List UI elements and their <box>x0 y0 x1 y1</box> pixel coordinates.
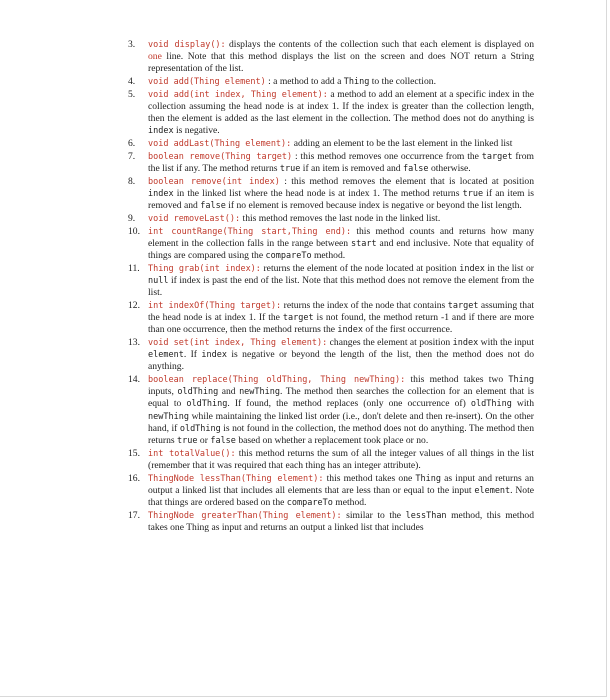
description-text: is negative. <box>173 125 220 137</box>
item-number: 10. <box>128 225 140 237</box>
description-text: adding an element to be the last element in the linked list <box>291 138 513 150</box>
item-number: 7. <box>128 150 136 162</box>
method-signature: ThingNode lessThan(Thing element): <box>148 473 324 484</box>
list-item <box>128 510 534 534</box>
list-item <box>128 473 534 510</box>
description-text: of the first occurrence. <box>363 324 453 336</box>
method-list <box>128 39 534 535</box>
description-text: . If <box>183 349 202 361</box>
description-text: in the linked list where the head node is at index 1. The method returns <box>173 187 463 199</box>
description-text: with <box>511 398 534 410</box>
description-text: changes the element at position <box>327 336 453 348</box>
inline-code: true <box>462 188 484 199</box>
description-text: : this method removes one occurrence from the <box>292 150 482 162</box>
description-text: to the collection. <box>369 76 436 88</box>
description-text: if index is past the end of the list. Note that this method does not remove the element from the list. <box>148 274 534 299</box>
method-signature: boolean replace(Thing oldThing, Thing newThing): <box>148 374 406 385</box>
method-signature: void removeLast(): <box>148 213 241 224</box>
inline-code: target <box>282 312 314 323</box>
method-signature: void addLast(Thing element): <box>148 139 292 150</box>
item-number: 14. <box>128 373 140 385</box>
description-text: method, this method takes one Thing as input and returns an output a linked list that includes <box>148 509 534 533</box>
method-signature: boolean remove(Thing target) <box>148 151 293 162</box>
description-text: a method to add an element at a specific index in the collection assuming the head node is at index 1. If the index is greater than the collection length, then the element is added as the last element in the collection. The method does not do anything is <box>148 88 534 125</box>
inline-code: compareTo <box>265 250 312 261</box>
description-text: line. Note that this method displays the list on the screen and does NOT return a String representation of the list. <box>148 51 534 75</box>
inline-code: index <box>452 337 479 348</box>
description-text: otherwise. <box>428 163 471 175</box>
description-text: if an item is removed and <box>148 187 534 212</box>
inline-code: newThing <box>148 411 189 422</box>
list-item <box>128 448 534 472</box>
list-item <box>128 213 534 225</box>
description-text: and end inclusive. Note that equality of things are compared using the <box>148 237 534 261</box>
item-number: 15. <box>128 447 140 459</box>
description-text: assuming that the head node is at index 1. If the <box>148 299 534 323</box>
description-text: . If found, the method replaces (only one occurrence of) <box>227 398 471 410</box>
description-text: one <box>148 51 162 63</box>
list-item <box>128 89 534 138</box>
description-text: or <box>197 435 211 446</box>
inline-code: oldThing <box>177 387 219 398</box>
description-text: with the input <box>478 336 534 348</box>
method-signature: int totalValue(): <box>148 448 236 459</box>
description-text: method. <box>332 497 367 509</box>
description-text: : a method to add a <box>265 76 344 88</box>
inline-code: target <box>447 300 479 311</box>
item-number: 5. <box>128 88 136 100</box>
inline-code: oldThing <box>186 399 228 410</box>
description-text: this method takes one <box>323 472 416 484</box>
inline-code: start <box>351 238 377 249</box>
item-number: 11. <box>128 262 140 274</box>
inline-code: newThing <box>239 387 281 398</box>
item-number: 6. <box>128 138 136 150</box>
inline-code: Thing <box>343 77 370 88</box>
method-signature: boolean remove(int index) <box>148 176 280 187</box>
method-signature: void display(): <box>148 40 226 50</box>
description-text: . The method then searches the collection for an element that is equal to <box>148 386 534 410</box>
list-item <box>128 151 534 175</box>
item-number: 3. <box>128 39 136 50</box>
description-text: this method counts and returns how many element in the collection falls in the range between <box>148 225 534 249</box>
inline-code: false <box>200 201 226 212</box>
method-signature: void add(int index, Thing element): <box>148 89 328 100</box>
list-item <box>128 263 534 300</box>
description-text: : this method removes the element that is located at position <box>279 175 534 187</box>
description-text: while maintaining the linked list order (i.e., don't delete and then re-insert). On the other hand, if <box>148 410 534 434</box>
list-item <box>128 337 534 374</box>
description-text: from the list if any. The method returns <box>148 150 534 175</box>
description-text: if no element is removed because index is negative or beyond the list length. <box>225 200 522 212</box>
inline-code: true <box>177 436 198 446</box>
method-signature: void set(int index, Thing element): <box>148 337 328 348</box>
description-text: based on whether a replacement took place or no. <box>235 435 429 446</box>
list-item <box>128 39 534 76</box>
description-text: this method takes two <box>405 373 509 385</box>
description-text: displays the contents of the collection such that each element is displayed on <box>225 39 534 50</box>
inline-code: index <box>337 325 363 336</box>
inline-code: element <box>474 485 511 496</box>
description-text: if an item is removed and <box>300 163 403 175</box>
inline-code: target <box>481 151 513 162</box>
item-number: 12. <box>128 299 140 311</box>
description-text: as input and returns an output a linked list that includes all elements that are less than or equal to the input <box>148 472 534 496</box>
inline-code: index <box>148 126 174 137</box>
description-text: is negative or beyond the length of the list, then the method does not do anything. <box>148 349 534 373</box>
method-signature: int countRange(Thing start,Thing end): <box>148 226 352 237</box>
description-text: similar to the <box>341 509 406 521</box>
description-text: is not found in the collection, the method does not do anything. The method then returns <box>148 422 534 446</box>
description-text: . Note that things are ordered based on the <box>148 484 534 509</box>
item-number: 17. <box>128 509 140 521</box>
description-text: this method returns the sum of all the integer values of all things in the list (remember that it was required that each thing has an integer attribute). <box>148 447 535 471</box>
inline-code: element <box>148 350 184 361</box>
item-number: 8. <box>128 175 136 187</box>
item-number: 16. <box>128 472 140 484</box>
description-text: inputs, <box>148 386 178 398</box>
inline-code: index <box>148 188 174 199</box>
inline-code: oldThing <box>470 399 512 410</box>
inline-code: oldThing <box>179 423 221 434</box>
description-text: returns the element of the node located at position <box>260 262 460 274</box>
item-number: 13. <box>128 336 140 348</box>
inline-code: compareTo <box>286 498 333 509</box>
list-item <box>128 76 534 88</box>
inline-code: false <box>402 164 429 175</box>
description-text: this method removes the last node in the linked list. <box>240 212 441 224</box>
list-item <box>128 176 534 213</box>
description-text: is not found, the method return -1 and if there are more than one occurrence, then the method returns the <box>148 311 534 336</box>
inline-code: false <box>210 436 236 446</box>
inline-code: index <box>459 263 485 274</box>
inline-code: true <box>279 164 301 175</box>
item-number: 4. <box>128 76 136 88</box>
inline-code: lessThan <box>405 510 447 521</box>
inline-code: null <box>148 275 169 286</box>
list-item <box>128 138 534 150</box>
method-signature: void add(Thing element) <box>148 77 266 88</box>
description-text: method. <box>311 249 346 261</box>
list-item <box>128 374 534 447</box>
description-text: in the list or <box>484 262 534 274</box>
method-signature: int indexOf(Thing target): <box>148 300 282 311</box>
method-signature: Thing grab(int index): <box>148 263 261 274</box>
description-text: returns the index of the node that contains <box>281 299 448 311</box>
method-signature: ThingNode greaterThan(Thing element): <box>148 510 342 521</box>
item-number: 9. <box>128 212 136 224</box>
inline-code: index <box>201 350 227 361</box>
inline-code: Thing <box>415 473 441 484</box>
description-text: and <box>218 386 240 398</box>
inline-code: Thing <box>508 374 535 385</box>
list-item <box>128 226 534 263</box>
list-item <box>128 300 534 337</box>
